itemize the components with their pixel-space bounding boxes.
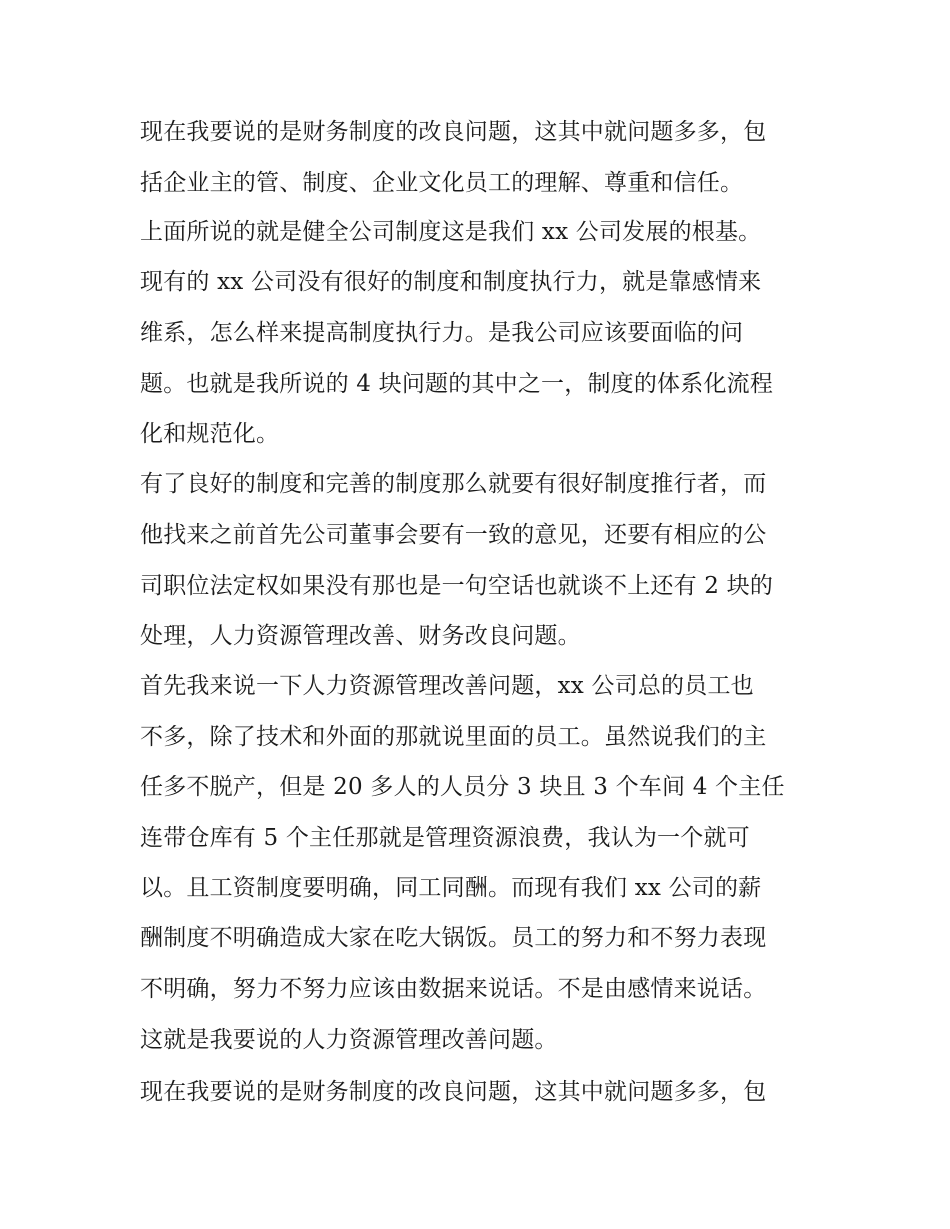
- text-line: 现有的 xx 公司没有很好的制度和制度执行力，就是靠感情来: [140, 269, 762, 295]
- text-line: 不明确，努力不努力应该由数据来说话。不是由感情来说话。: [140, 976, 767, 1002]
- text-line: 酬制度不明确造成大家在吃大锅饭。员工的努力和不努力表现: [140, 925, 767, 951]
- text-line: 这就是我要说的人力资源管理改善问题。: [140, 1027, 558, 1053]
- text-line: 司职位法定权如果没有那也是一句空话也就谈不上还有 2 块的: [140, 573, 774, 599]
- text-line: 现在我要说的是财务制度的改良问题，这其中就问题多多，包: [140, 1079, 767, 1105]
- text-line: 括企业主的管、制度、企业文化员工的理解、尊重和信任。: [140, 170, 744, 196]
- text-line: 以。且工资制度要明确，同工同酬。而现有我们 xx 公司的薪: [140, 875, 762, 901]
- text-line: 化和规范化。: [140, 421, 280, 447]
- text-line: 有了良好的制度和完善的制度那么就要有很好制度推行者，而: [140, 471, 767, 497]
- text-line: 题。也就是我所说的 4 块问题的其中之一，制度的体系化流程: [140, 371, 774, 397]
- text-line: 任多不脱产，但是 20 多人的人员分 3 块且 3 个车间 4 个主任: [140, 774, 785, 800]
- text-line: 不多，除了技术和外面的那就说里面的员工。虽然说我们的主: [140, 724, 767, 750]
- text-line: 维系，怎么样来提高制度执行力。是我公司应该要面临的问: [140, 320, 744, 346]
- text-line: 连带仓库有 5 个主任那就是管理资源浪费，我认为一个就可: [140, 825, 750, 851]
- text-line: 上面所说的就是健全公司制度这是我们 xx 公司发展的根基。: [140, 219, 762, 245]
- text-line: 首先我来说一下人力资源管理改善问题，xx 公司总的员工也: [140, 673, 754, 699]
- text-line: 他找来之前首先公司董事会要有一致的意见，还要有相应的公: [140, 522, 767, 548]
- text-line: 现在我要说的是财务制度的改良问题，这其中就问题多多，包: [140, 119, 767, 145]
- text-line: 处理，人力资源管理改善、财务改良问题。: [140, 623, 581, 649]
